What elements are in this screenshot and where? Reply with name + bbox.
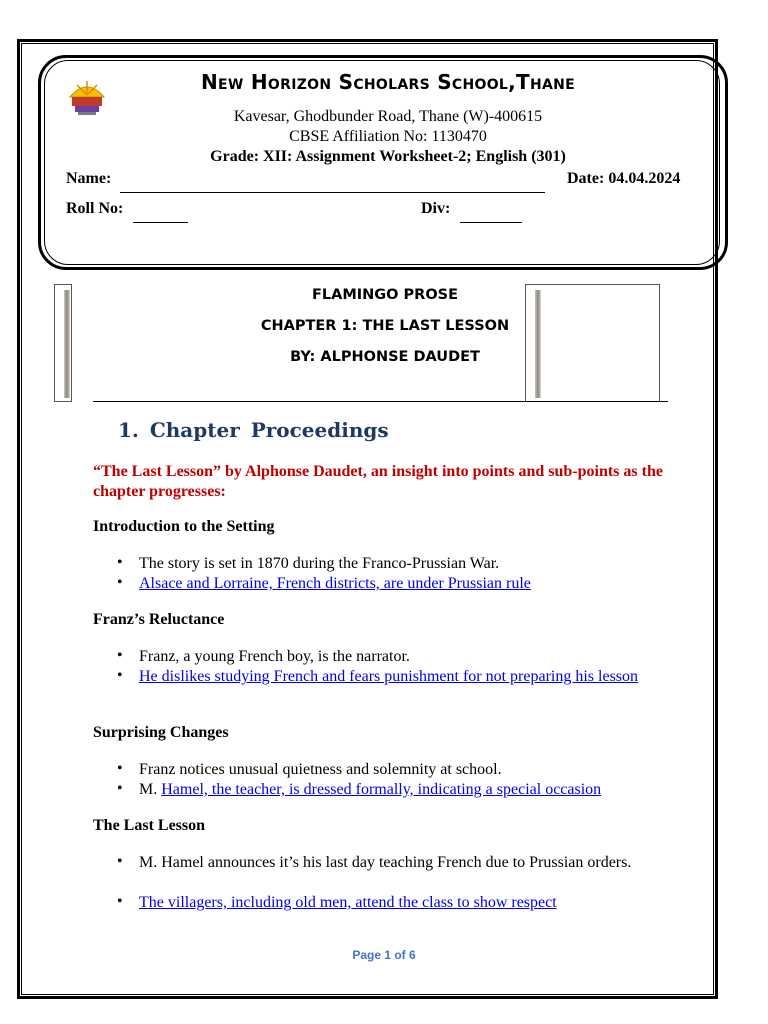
date-label: Date: 04.04.2024: [567, 170, 681, 187]
title-rule: [93, 401, 668, 402]
bullet-text: Franz notices unusual quietness and solemnity at school.: [139, 761, 502, 778]
left-decor-strip: [64, 290, 70, 398]
subsection-title: Introduction to the Setting: [93, 518, 275, 535]
school-logo-icon: [62, 75, 112, 120]
subsection-title: Surprising Changes: [93, 724, 229, 741]
bullet-text-link[interactable]: [139, 893, 669, 913]
bullet-dot: •: [117, 760, 123, 777]
bullet-text-mixed: [139, 780, 669, 800]
bullet-dot: •: [117, 853, 123, 870]
bullet-text: M. Hamel announces it’s his last day teaching French due to Prussian orders.: [139, 854, 632, 871]
subsection-title: The Last Lesson: [93, 817, 206, 834]
cbse-affiliation: CBSE Affiliation No: 1130470: [289, 128, 487, 145]
bullet-text-link[interactable]: [139, 574, 669, 594]
title-line-1: FLAMINGO PROSE: [311, 287, 459, 303]
bullet-text: Franz, a young French boy, is the narrator.: [139, 648, 410, 665]
grade-line: Grade: XII: Assignment Worksheet-2; English (301): [210, 148, 566, 165]
div-blank[interactable]: [460, 222, 522, 223]
subsection-title: Franz’s Reluctance: [93, 611, 225, 628]
bullet-dot: •: [117, 893, 123, 910]
bullet-link[interactable]: Alsace and Lorraine, French districts, are under Prussian rule: [139, 575, 531, 592]
school-name: New Horizon Scholars School,Thane: [200, 70, 576, 94]
right-decor-strip: [535, 290, 541, 398]
section-intro: “The Last Lesson” by Alphonse Daudet, an insight into points and sub-points as the chapter progresses:: [93, 463, 663, 500]
roll-no-label: Roll No:: [66, 200, 124, 217]
bullet-prefix: M.: [139, 781, 162, 798]
bullet-dot: •: [117, 667, 123, 684]
page-number: Page 1 of 6: [352, 948, 416, 962]
bullet-text: The story is set in 1870 during the Franco-Prussian War.: [139, 555, 500, 572]
bullet-dot: •: [117, 554, 123, 571]
name-label: Name:: [66, 170, 112, 187]
bullet-link[interactable]: Hamel, the teacher, is dressed formally, indicating a special occasion: [161, 781, 602, 798]
school-address: Kavesar, Ghodbunder Road, Thane (W)-400615: [233, 108, 543, 125]
bullet-dot: •: [117, 780, 123, 797]
div-label: Div:: [421, 200, 451, 217]
bullet-link[interactable]: He dislikes studying French and fears punishment for not preparing his lesson: [139, 668, 639, 685]
title-line-3: BY: ALPHONSE DAUDET: [290, 349, 480, 365]
name-blank[interactable]: [120, 192, 545, 193]
bullet-link[interactable]: The villagers, including old men, attend the class to show respect: [139, 894, 557, 911]
bullet-dot: •: [117, 647, 123, 664]
bullet-text-link[interactable]: [139, 667, 669, 687]
bullet-dot: •: [117, 574, 123, 591]
roll-no-blank[interactable]: [133, 222, 188, 223]
section-heading: 1. Chapter Proceedings: [118, 418, 389, 442]
title-line-2: CHAPTER 1: THE LAST LESSON: [260, 318, 510, 334]
